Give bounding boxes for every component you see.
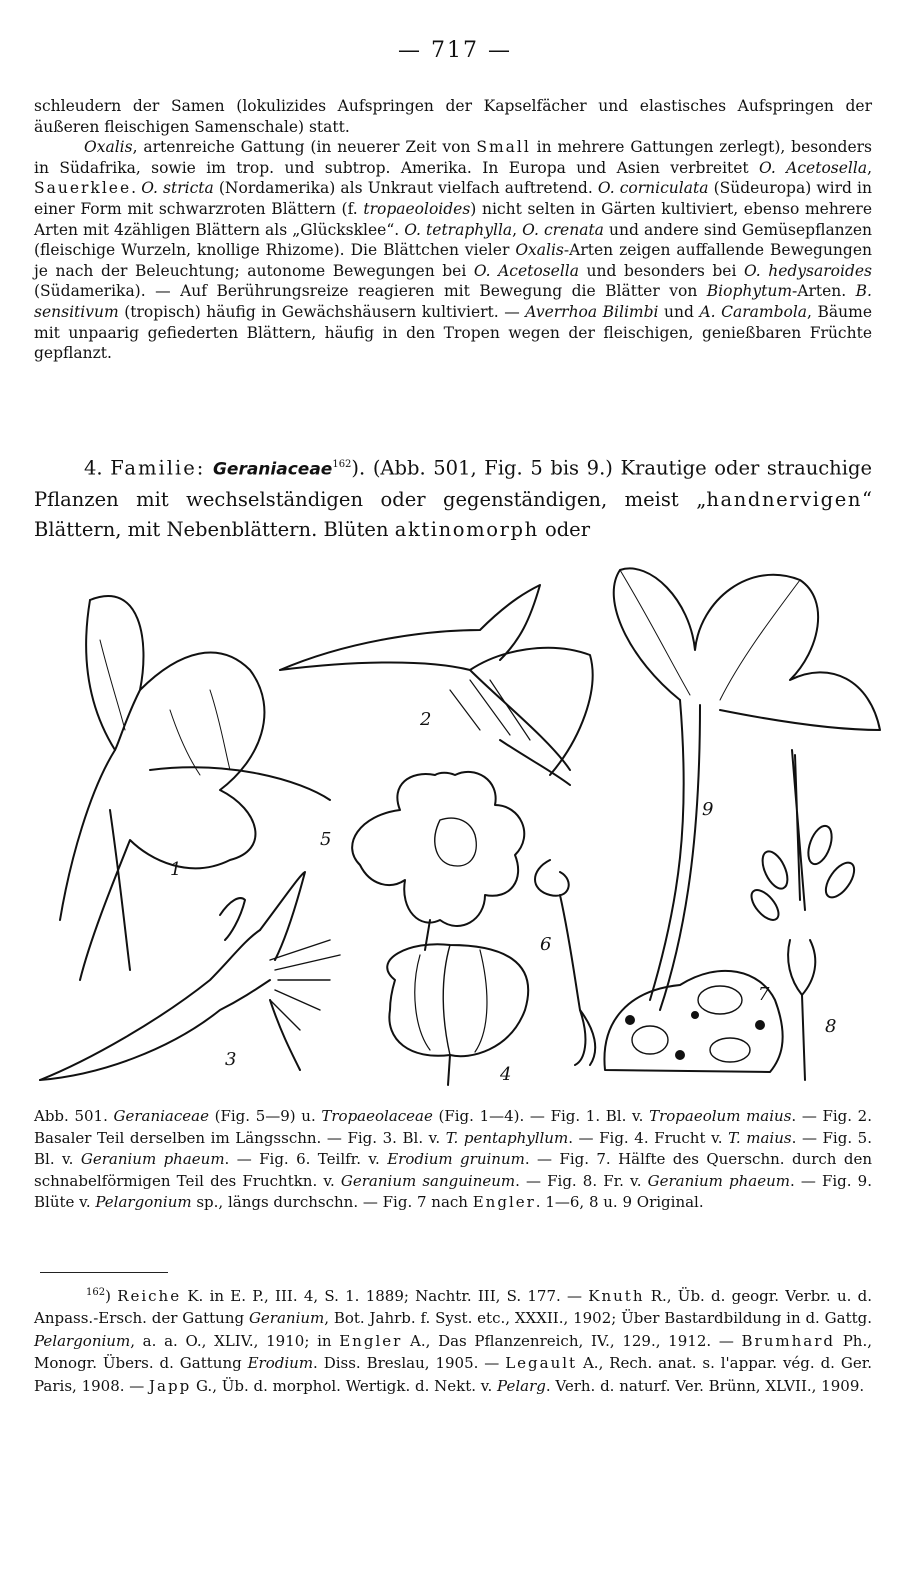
fig-8-geranium-fruit [747, 750, 860, 1080]
figure-label-5: 5 [320, 829, 332, 850]
figure-label-1: 1 [170, 859, 182, 880]
fig-9-pelargonium-flower [614, 568, 880, 1010]
family-heading-paragraph [34, 450, 872, 545]
fig-2-flower-section [280, 585, 593, 785]
figure-caption: Abb. 501. Geraniaceae (Fig. 5—9) u. Tropaeolaceae (Fig. 1—4). — Fig. 1. Bl. v. Tropaeolum maius. — Fig. 2. Basaler Teil derselben im Längsschn. — Fig. 3. Bl. v. T. pentaphyllum. — Fig. 4. Frucht v. T. maius. — Fig. 5. Bl. v. Geranium phaeum. — Fig. 6. Teilfr. v. Erodium gruinum. — Fig. 7. Hälfte des Querschn. durch den schnabelförmigen Teil des Fruchtkn. v. Geranium sanguineum. — Fig. 8. Fr. v. Geranium phaeum. — Fig. 9. Blüte v. Pelargonium sp., längs durchschn. — Fig. 7 nach Engler. 1—6, 8 u. 9 Original. [34, 1107, 872, 1211]
paragraph-oxalis: Oxalis, artenreiche Gattung (in neuerer Zeit von Small in mehrere Gattungen zerlegt), besonders in Südafrika, sowie im trop. und subtrop. Amerika. In Europa und Asien verbreitet O. Acetosella, Sauerklee. O. stricta (Nordamerika) als Unkraut vielfach auftretend. O. corniculata (Südeuropa) wird in einer Form mit schwarzroten Blättern (f. tropaeoloides) nicht selten in Gärten kultiviert, ebenso mehrere Arten mit 4zähligen Blättern als „Glücksklee“. O. tetraphylla, O. crenata und andere sind Gemüsepflanzen (fleischige Wurzeln, knollige Rhizome). Die Blättchen vieler Oxalis-Arten zeigen auffallende Bewegungen je nach der Beleuchtung; autonome Bewegungen bei O. Acetosella und besonders bei O. hedysaroides (Südamerika). — Auf Berührungsreize reagieren mit Bewegung die Blätter von Biophytum-Arten. B. sensitivum (tropisch) häufig in Gewächshäusern kultiviert. — Averrhoa Bilimbi und A. Carambola, Bäume mit unpaarig gefiederten Blättern, häufig in den Tropen wegen der fleischigen, genießbaren Früchte gepflanzt. [34, 138, 872, 363]
figure-label-7: 7 [758, 984, 770, 1005]
paragraph-geraniaceae: 4. Familie: Geraniaceae$^{162}$). (Abb. 501, Fig. 5 bis 9.) Krautige oder strauchige Pflanzen mit wechselständigen oder gegenständigen, meist „handnervigen“ Blättern, mit Nebenblättern. Blüten aktinomorph oder [34, 456, 873, 541]
page-number: — 717 — [398, 38, 512, 63]
footnote-mark: 162 [86, 1287, 106, 1298]
figure-label-6: 6 [540, 934, 552, 955]
text-paragraph-intro [34, 96, 872, 364]
fig-5-geranium-flower [352, 772, 524, 950]
figure-label-8: 8 [825, 1016, 837, 1037]
footnote-divider [40, 1272, 168, 1273]
fig-3-pentaphyllum-flower [40, 872, 340, 1080]
fig-7-cross-section [604, 971, 782, 1072]
paragraph-seed-dispersal: schleudern der Samen (lokulizides Aufspringen der Kapselfächer und elastisches Aufspringen der äußeren fleischigen Samenschale) statt. [34, 97, 872, 136]
figure-label-9: 9 [702, 799, 714, 820]
footnote-162: $^{162}$) Reiche K. in E. P., III. 4, S. 1. 1889; Nachtr. III, S. 177. — Knuth R., Üb. d. geogr. Verbr. u. d. Anpass.-Ersch. der Gattung Geranium, Bot. Jahrb. f. Syst. etc., XXXII., 1902; Über Bastardbildung in d. Gattg. Pelargonium, a. a. O., XLIV., 1910; in Engler A., Das Pflanzenreich, IV., 129., 1912. — Brumhard Ph., Monogr. Übers. d. Gattung Erodium. Diss. Breslau, 1905. — Legault A., Rech. anat. s. l'appar. vég. d. Ger. Paris, 1908. — Japp G., Üb. d. morphol. Wertigk. d. Nekt. v. Pelarg. Verh. d. naturf. Ver. Brünn, XLVII., 1909. [34, 1287, 872, 1395]
botanical-illustration [30, 560, 882, 1100]
family-name: Geraniaceae [212, 459, 333, 480]
figure-label-3: 3 [225, 1049, 237, 1070]
footnote-reference: 162 [332, 459, 352, 470]
figure-label-4: 4 [500, 1064, 512, 1085]
figure-label-2: 2 [420, 709, 432, 730]
fig-6-erodium-fruit [535, 860, 595, 1065]
family-label: Familie: [110, 456, 206, 480]
